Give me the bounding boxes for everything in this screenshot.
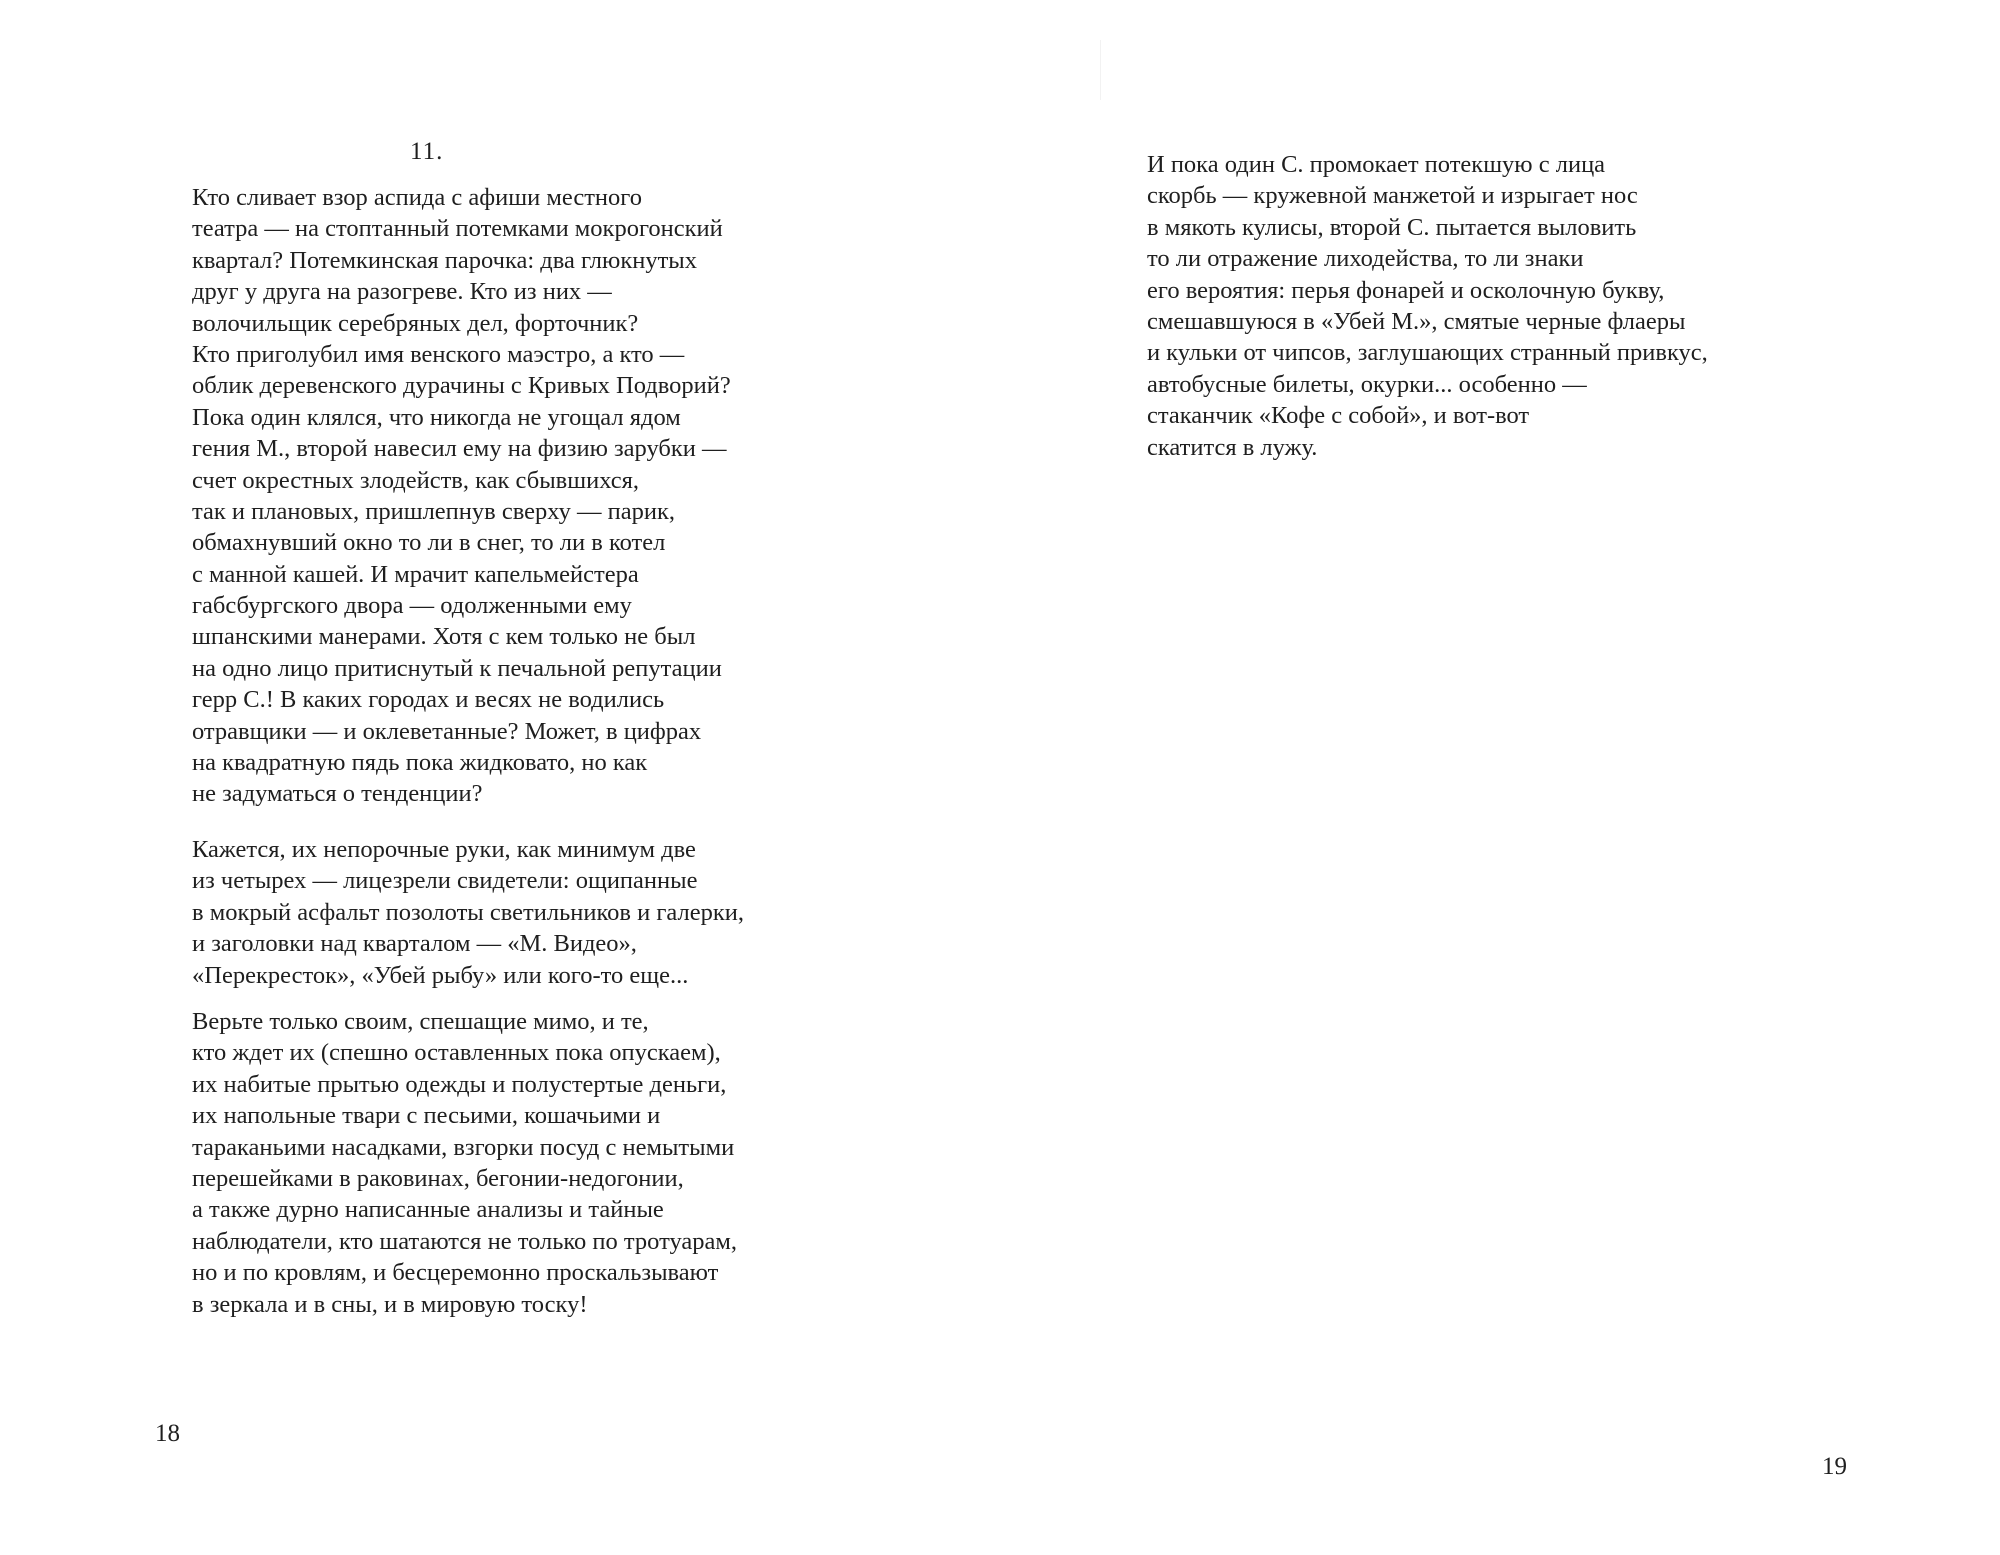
verse-line: в мякоть кулисы, второй С. пытается выловить [1147, 213, 1637, 241]
verse-line: квартал? Потемкинская парочка: два глюкнутых [192, 246, 698, 274]
verse-line: наблюдатели, кто шатаются не только по тротуарам, [192, 1227, 738, 1255]
verse-line: кто ждет их (спешно оставленных пока опускаем), [192, 1039, 721, 1067]
verse-line: то ли отражение лиходейства, то ли знаки [1147, 245, 1584, 273]
verse-line: скатится в лужу. [1147, 433, 1318, 461]
verse-line: театра — на стоптанный потемками мокрогонский [192, 215, 723, 243]
stanza [192, 834, 744, 991]
verse-line: Кажется, их непорочные руки, как минимум две [192, 836, 696, 863]
verse-line: на одно лицо притиснутый к печальной репутации [192, 654, 722, 682]
verse-line: Пока один клялся, что никогда не угощал ядом [192, 403, 681, 431]
verse-line: их напольные твари с песьими, кошачьими и [192, 1102, 661, 1130]
verse-line: их набитые прытью одежды и полустертые деньги, [192, 1070, 727, 1098]
verse-line: шпанскими манерами. Хотя с кем только не был [192, 623, 696, 651]
verse-line: отравщики — и оклеветанные? Может, в цифрах [192, 717, 702, 745]
verse-line: а также дурно написанные анализы и тайные [192, 1196, 664, 1224]
verse-line: и кульки от чипсов, заглушающих странный привкус, [1147, 339, 1708, 367]
verse-line: счет окрестных злодейств, как сбывшихся, [192, 466, 640, 494]
verse-line: его вероятия: перья фонарей и осколочную букву, [1147, 276, 1665, 304]
page-number-left: 18 [155, 1420, 180, 1447]
stanza [192, 1006, 737, 1320]
verse-line: Кто сливает взор аспида с афиши местного [192, 184, 642, 211]
verse-line: не задуматься о тенденции? [192, 780, 483, 808]
verse-line: гения М., второй навесил ему на физию зарубки — [192, 435, 727, 463]
verse-line: габсбургского двора — одолженными ему [192, 592, 632, 620]
verse-line: тараканьими насадками, взгорки посуд с немытыми [192, 1133, 735, 1161]
verse-line: И пока один С. промокает потекшую с лица [1147, 151, 1606, 178]
verse-line: Кто приголубил имя венского маэстро, а кто — [192, 340, 685, 368]
verse-line: в зеркала и в сны, и в мировую тоску! [192, 1290, 588, 1318]
section-number: 11. [410, 138, 444, 165]
verse-line: автобусные билеты, окурки... особенно — [1147, 370, 1587, 398]
verse-line: волочильщик серебряных дел, форточник? [192, 309, 639, 337]
verse-line: смешавшуюся в «Убей М.», смятые черные флаеры [1147, 307, 1686, 335]
verse-line: перешейками в раковинах, бегонии-недогонии, [192, 1164, 684, 1192]
verse-line: Верьте только своим, спешащие мимо, и те, [192, 1008, 649, 1035]
verse-line: из четырех — лицезрели свидетели: ощипанные [192, 867, 698, 895]
verse-line: скорбь — кружевной манжетой и изрыгает нос [1147, 182, 1638, 210]
verse-line: с манной кашей. И мрачит капельмейстера [192, 560, 639, 588]
stanza [192, 182, 731, 810]
verse-line: на квадратную пядь пока жидковато, но как [192, 749, 648, 777]
verse-line: в мокрый асфальт позолоты светильников и галерки, [192, 898, 744, 926]
verse-line: друг у друга на разогреве. Кто из них — [192, 278, 612, 306]
verse-line: и заголовки над кварталом — «М. Видео», [192, 930, 637, 958]
verse-line: обмахнувший окно то ли в снег, то ли в котел [192, 529, 666, 557]
stanza [1147, 149, 1708, 463]
verse-line: но и по кровлям, и бесцеремонно проскальзывают [192, 1259, 719, 1287]
right-page [1000, 0, 2000, 1555]
verse-line: стаканчик «Кофе с собой», и вот-вот [1147, 402, 1530, 430]
verse-line: облик деревенского дурачины с Кривых Подворий? [192, 372, 731, 400]
page-number-right: 19 [1822, 1453, 1847, 1480]
verse-line: «Перекресток», «Убей рыбу» или кого-то еще... [192, 961, 689, 989]
verse-line: герр С.! В каких городах и весях не водились [192, 686, 665, 714]
verse-line: так и плановых, пришлепнув сверху — парик, [192, 497, 675, 525]
